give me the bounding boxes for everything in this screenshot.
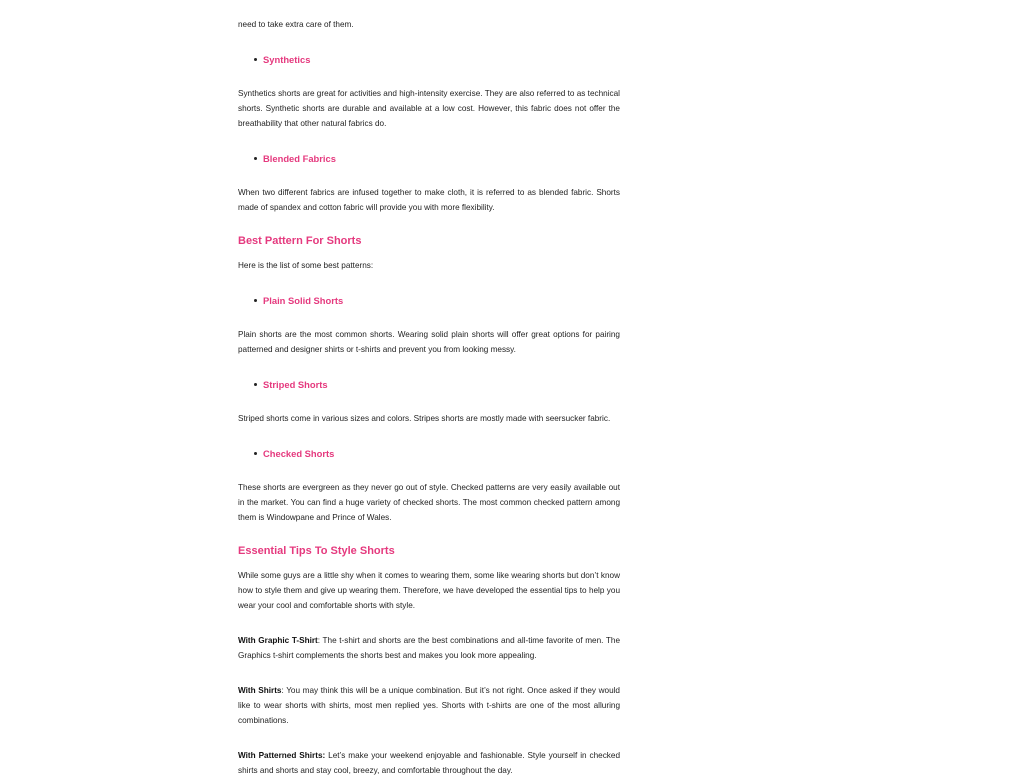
list-item-blended-fabrics (254, 151, 620, 165)
section-heading-patterns: Best Pattern For Shorts (238, 235, 362, 247)
list-item-checked (254, 446, 620, 460)
list-item-heading: Checked Shorts (263, 447, 335, 459)
patterns-intro: Here is the list of some best patterns: (238, 261, 374, 270)
list-item-striped (254, 377, 620, 391)
striped-paragraph: Striped shorts come in various sizes and colors. Stripes shorts are mostly made with seersucker fabric. (238, 414, 611, 423)
list-item-heading: Plain Solid Shorts (263, 294, 344, 306)
plain-solid-paragraph: Plain shorts are the most common shorts. Wearing solid plain shorts will offer great options for pairing patterned and designer shirts or t-shirts and prevent you from looking messy. (238, 330, 620, 354)
tips-intro: While some guys are a little shy when it comes to wearing them, some like wearing shorts but don’t know how to style them and give up wearing them. Therefore, we have developed the essential tips to help you wear your cool and comfortable shorts with style. (238, 571, 620, 610)
bullet-icon (254, 157, 257, 160)
list-item-plain-solid (254, 293, 620, 307)
tip-shirts (238, 683, 620, 728)
intro-tail-text: need to take extra care of them. (238, 20, 354, 29)
list-item-heading: Blended Fabrics (263, 152, 336, 164)
bullet-icon (254, 58, 257, 61)
tip-label: With Patterned Shirts: (238, 751, 326, 760)
tip-text: Let’s make your weekend enjoyable and fashionable. Style yourself in checked shirts and shorts and stay cool, breezy, and comfortable throughout the day. (238, 751, 621, 775)
list-item-heading: Striped Shorts (263, 378, 328, 390)
tip-graphic-tshirt (238, 633, 620, 663)
list-item-heading: Synthetics (263, 53, 311, 65)
document-page (238, 17, 620, 778)
tip-label: With Shirts (238, 686, 282, 695)
section-heading-tips: Essential Tips To Style Shorts (238, 545, 395, 557)
list-item-synthetics (254, 52, 620, 66)
tip-label: With Graphic T-Shirt (238, 636, 318, 645)
bullet-icon (254, 452, 257, 455)
tip-patterned-shirts (238, 748, 620, 778)
bullet-icon (254, 299, 257, 302)
blended-paragraph: When two different fabrics are infused together to make cloth, it is referred to as blended fabric. Shorts made of spandex and cotton fabric will provide you with more flexibility. (238, 188, 620, 212)
tip-text: : You may think this will be a unique combination. But it’s not right. Once asked if they would like to wear shorts with shirts, most men replied yes. Shorts with t-shirts are one of the most alluring combinations. (238, 686, 620, 725)
tip-text: : The t-shirt and shorts are the best combinations and all-time favorite of men. The Graphics t-shirt complements the shorts best and makes you look more appealing. (238, 636, 620, 660)
synthetics-paragraph: Synthetics shorts are great for activities and high-intensity exercise. They are also referred to as technical shorts. Synthetic shorts are durable and available at a low cost. However, this fabric does not offer the breathability that other natural fabrics do. (238, 89, 620, 128)
checked-paragraph: These shorts are evergreen as they never go out of style. Checked patterns are very easily available out in the market. You can find a huge variety of checked shorts. The most common checked pattern among them is Windowpane and Prince of Wales. (238, 483, 620, 522)
bullet-icon (254, 383, 257, 386)
